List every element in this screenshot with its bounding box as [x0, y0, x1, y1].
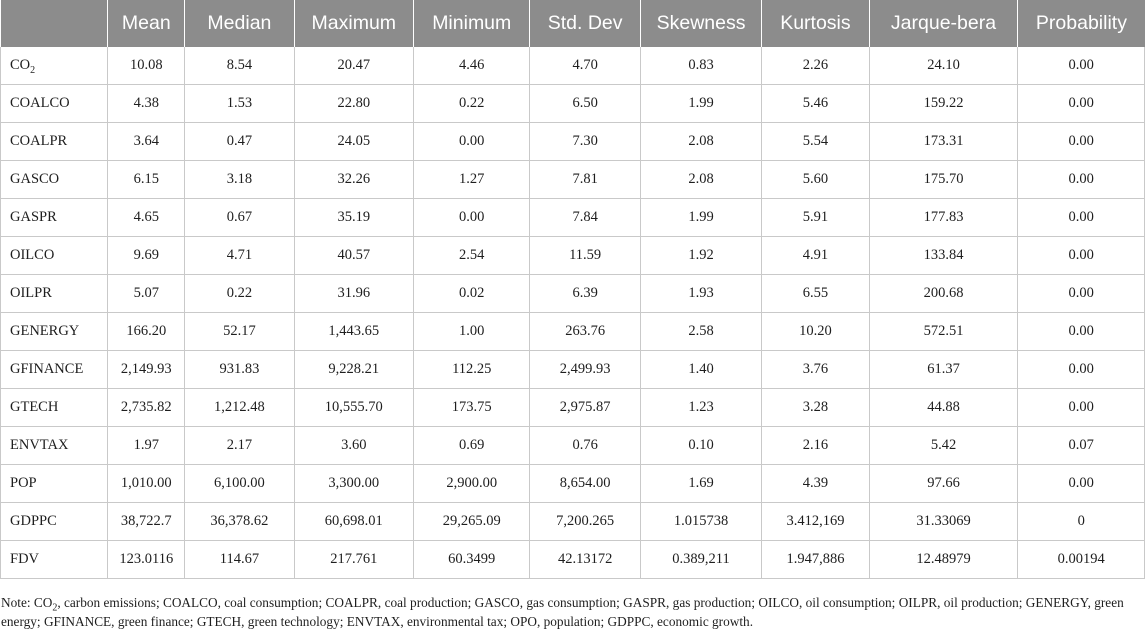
table-cell: 1,443.65: [294, 313, 413, 351]
table-cell: 42.13172: [530, 541, 640, 579]
table-cell: 40.57: [294, 237, 413, 275]
table-cell: 0.00: [1018, 351, 1145, 389]
header-cell: Jarque-bera: [869, 0, 1018, 47]
table-cell: 114.67: [185, 541, 294, 579]
table-cell: 2.08: [640, 161, 761, 199]
header-cell: Skewness: [640, 0, 761, 47]
table-cell: 1.00: [414, 313, 530, 351]
table-cell: 0.67: [185, 199, 294, 237]
table-cell: 0.00: [1018, 161, 1145, 199]
table-cell: 8,654.00: [530, 465, 640, 503]
table-cell: 29,265.09: [414, 503, 530, 541]
table-row: [1, 237, 1145, 275]
table-row: [1, 541, 1145, 579]
table-cell: 1.97: [108, 427, 185, 465]
table-cell: 175.70: [869, 161, 1018, 199]
row-label-text: GENERGY: [10, 323, 80, 339]
row-label-text: OILCO: [10, 247, 55, 263]
table-cell: 0.83: [640, 47, 761, 85]
row-label-subscript: 2: [30, 64, 36, 76]
table-cell: 0.389,211: [640, 541, 761, 579]
row-label-text: GFINANCE: [10, 361, 84, 377]
table-cell: 166.20: [108, 313, 185, 351]
table-cell: 6.39: [530, 275, 640, 313]
row-label-text: COALPR: [10, 133, 68, 149]
table-row: [1, 503, 1145, 541]
table-row: [1, 389, 1145, 427]
table-cell: 3.412,169: [762, 503, 869, 541]
table-cell: 0.02: [414, 275, 530, 313]
table-cell: 4.65: [108, 199, 185, 237]
table-row: [1, 161, 1145, 199]
table-cell: 6,100.00: [185, 465, 294, 503]
table-cell: 2.58: [640, 313, 761, 351]
table-cell: 1.947,886: [762, 541, 869, 579]
table-cell: 2.16: [762, 427, 869, 465]
note-subscript: 2: [52, 602, 58, 614]
table-cell: 60.3499: [414, 541, 530, 579]
table-cell: 6.15: [108, 161, 185, 199]
row-label: [1, 47, 108, 85]
table-cell: 5.60: [762, 161, 869, 199]
table-row: [1, 351, 1145, 389]
table-note: [1, 593, 1141, 631]
table-cell: 7.30: [530, 123, 640, 161]
table-cell: 1.23: [640, 389, 761, 427]
table-cell: 0.00: [414, 123, 530, 161]
table-cell: 3.18: [185, 161, 294, 199]
table-cell: 4.91: [762, 237, 869, 275]
row-label: [1, 503, 108, 541]
table-cell: 2.54: [414, 237, 530, 275]
table-cell: 200.68: [869, 275, 1018, 313]
row-label-text: OILPR: [10, 285, 52, 301]
table-cell: 6.50: [530, 85, 640, 123]
table-cell: 3.76: [762, 351, 869, 389]
table-cell: 0.00: [1018, 389, 1145, 427]
table-cell: 0.00: [1018, 237, 1145, 275]
table-cell: 0.00: [1018, 85, 1145, 123]
header-cell: Std. Dev: [530, 0, 640, 47]
table-cell: 5.46: [762, 85, 869, 123]
table-body: [1, 47, 1145, 579]
table-cell: 4.71: [185, 237, 294, 275]
row-label-text: GASCO: [10, 171, 60, 187]
header-cell: Maximum: [294, 0, 413, 47]
table-cell: 0.00194: [1018, 541, 1145, 579]
row-label-text: GTECH: [10, 399, 59, 415]
table-cell: 2,499.93: [530, 351, 640, 389]
row-label-text: GASPR: [10, 209, 57, 225]
row-label-text: GDPPC: [10, 513, 57, 529]
table-cell: 177.83: [869, 199, 1018, 237]
table-cell: 1.015738: [640, 503, 761, 541]
row-label: [1, 465, 108, 503]
table-cell: 0.00: [1018, 47, 1145, 85]
note-prefix: Note: CO: [1, 595, 53, 610]
table-cell: 173.75: [414, 389, 530, 427]
table-row: [1, 47, 1145, 85]
table-cell: 0.00: [1018, 199, 1145, 237]
table-row: [1, 427, 1145, 465]
table-cell: 5.42: [869, 427, 1018, 465]
table-cell: 1.99: [640, 85, 761, 123]
table-cell: 2,900.00: [414, 465, 530, 503]
table-cell: 0: [1018, 503, 1145, 541]
table-cell: 24.05: [294, 123, 413, 161]
row-label: [1, 541, 108, 579]
table-cell: 3.64: [108, 123, 185, 161]
table-cell: 36,378.62: [185, 503, 294, 541]
table-row: [1, 275, 1145, 313]
table-cell: 31.96: [294, 275, 413, 313]
table-cell: 572.51: [869, 313, 1018, 351]
table-row: [1, 199, 1145, 237]
table-cell: 1,212.48: [185, 389, 294, 427]
table-cell: 10.08: [108, 47, 185, 85]
table-cell: 60,698.01: [294, 503, 413, 541]
table-cell: 0.22: [414, 85, 530, 123]
table-cell: 9.69: [108, 237, 185, 275]
row-label: [1, 351, 108, 389]
table-cell: 4.38: [108, 85, 185, 123]
row-label: [1, 427, 108, 465]
table-cell: 32.26: [294, 161, 413, 199]
table-cell: 7.84: [530, 199, 640, 237]
table-cell: 159.22: [869, 85, 1018, 123]
table-cell: 0.00: [1018, 313, 1145, 351]
table-cell: 0.10: [640, 427, 761, 465]
header-cell: Kurtosis: [762, 0, 869, 47]
row-label: [1, 161, 108, 199]
table-cell: 97.66: [869, 465, 1018, 503]
table-cell: 1.40: [640, 351, 761, 389]
table-cell: 0.00: [1018, 465, 1145, 503]
table-cell: 3.28: [762, 389, 869, 427]
table-header-row: [1, 0, 1145, 47]
table-cell: 2.17: [185, 427, 294, 465]
table-cell: 61.37: [869, 351, 1018, 389]
table-cell: 4.39: [762, 465, 869, 503]
table-cell: 9,228.21: [294, 351, 413, 389]
table-cell: 5.91: [762, 199, 869, 237]
row-label: [1, 123, 108, 161]
row-label: [1, 313, 108, 351]
table-cell: 217.761: [294, 541, 413, 579]
table-cell: 52.17: [185, 313, 294, 351]
table-cell: 31.33069: [869, 503, 1018, 541]
table-cell: 1.93: [640, 275, 761, 313]
row-label-text: FDV: [10, 551, 40, 567]
table-cell: 0.76: [530, 427, 640, 465]
table-cell: 1.92: [640, 237, 761, 275]
table-cell: 3,300.00: [294, 465, 413, 503]
table-row: [1, 85, 1145, 123]
table-cell: 0.47: [185, 123, 294, 161]
row-label: [1, 237, 108, 275]
table-cell: 1.99: [640, 199, 761, 237]
table-cell: 38,722.7: [108, 503, 185, 541]
table-cell: 4.46: [414, 47, 530, 85]
table-row: [1, 465, 1145, 503]
table-cell: 7,200.265: [530, 503, 640, 541]
table-row: [1, 313, 1145, 351]
note-text: , carbon emissions; COALCO, coal consumption; COALPR, coal production; GASCO, gas consumption; GASPR, gas production; OILCO, oil consumption; OILPR, oil production; GENERGY, green energy; GFINANCE, green finance; GTECH, green technology; ENVTAX, environmental tax; OPO, population; GDPPC, economic growth.: [1, 595, 1124, 629]
table-cell: 44.88: [869, 389, 1018, 427]
table-cell: 22.80: [294, 85, 413, 123]
table-cell: 263.76: [530, 313, 640, 351]
table-row: [1, 123, 1145, 161]
row-label: [1, 275, 108, 313]
table-cell: 133.84: [869, 237, 1018, 275]
table-cell: 2,735.82: [108, 389, 185, 427]
table-cell: 2,975.87: [530, 389, 640, 427]
table-cell: 1,010.00: [108, 465, 185, 503]
table-cell: 11.59: [530, 237, 640, 275]
table-cell: 2.08: [640, 123, 761, 161]
header-cell: Median: [185, 0, 294, 47]
table-cell: 0.22: [185, 275, 294, 313]
table-cell: 3.60: [294, 427, 413, 465]
header-cell: Minimum: [414, 0, 530, 47]
row-label-text: COALCO: [10, 95, 70, 111]
table-cell: 1.27: [414, 161, 530, 199]
table-cell: 1.53: [185, 85, 294, 123]
header-cell-variable: [1, 0, 108, 47]
table-cell: 123.0116: [108, 541, 185, 579]
table-cell: 24.10: [869, 47, 1018, 85]
header-cell: Probability: [1018, 0, 1145, 47]
table-cell: 0.00: [414, 199, 530, 237]
row-label-text: ENVTAX: [10, 437, 69, 453]
table-cell: 112.25: [414, 351, 530, 389]
table-cell: 10,555.70: [294, 389, 413, 427]
table-cell: 5.07: [108, 275, 185, 313]
row-label: [1, 199, 108, 237]
table-cell: 931.83: [185, 351, 294, 389]
table-cell: 5.54: [762, 123, 869, 161]
table-cell: 8.54: [185, 47, 294, 85]
table-cell: 20.47: [294, 47, 413, 85]
row-label-text: CO: [10, 57, 31, 73]
table-cell: 4.70: [530, 47, 640, 85]
table-cell: 2,149.93: [108, 351, 185, 389]
row-label: [1, 389, 108, 427]
row-label-text: POP: [10, 475, 37, 491]
table-cell: 1.69: [640, 465, 761, 503]
table-cell: 2.26: [762, 47, 869, 85]
table-cell: 0.69: [414, 427, 530, 465]
table-cell: 10.20: [762, 313, 869, 351]
table-cell: 0.07: [1018, 427, 1145, 465]
table-cell: 173.31: [869, 123, 1018, 161]
table-cell: 12.48979: [869, 541, 1018, 579]
table-cell: 6.55: [762, 275, 869, 313]
row-label: [1, 85, 108, 123]
table-cell: 35.19: [294, 199, 413, 237]
header-cell: Mean: [108, 0, 185, 47]
table-cell: 7.81: [530, 161, 640, 199]
table-cell: 0.00: [1018, 123, 1145, 161]
table-cell: 0.00: [1018, 275, 1145, 313]
